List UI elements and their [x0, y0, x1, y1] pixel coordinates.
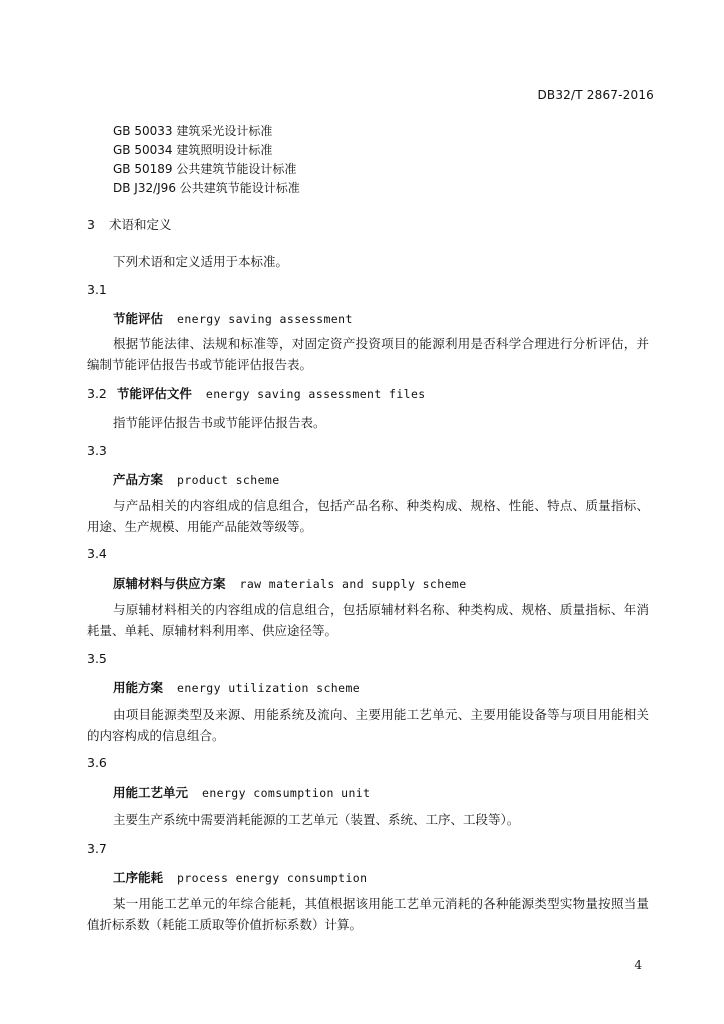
term-english: energy utilization scheme [177, 681, 361, 695]
term-english: process energy consumption [177, 871, 368, 885]
term-chinese: 工序能耗 [113, 870, 164, 885]
term-definition: 指节能评估报告书或节能评估报告表。 [113, 415, 326, 430]
term-definition: 某一用能工艺单元的年综合能耗，其值根据该用能工艺单元消耗的各种能源类型实物量按照当量值折标系数（耗能工质取等价值折标系数）计算。 [87, 896, 649, 932]
section-title: 术语和定义 [108, 217, 172, 232]
term-chinese: 节能评估文件 [116, 386, 192, 401]
term-definition: 与产品相关的内容组成的信息组合，包括产品名称、种类构成、规格、性能、特点、质量指标、用途、生产规模、用能产品能效等级等。 [87, 498, 649, 534]
term-chinese: 用能工艺单元 [113, 785, 189, 800]
term-english: energy saving assessment [177, 312, 353, 326]
term-english: energy saving assessment files [205, 387, 426, 401]
reference-item: DB J32/J96 公共建筑节能设计标准 [113, 181, 300, 195]
term-english: raw materials and supply scheme [239, 577, 467, 591]
term-chinese: 原辅材料与供应方案 [113, 576, 226, 591]
section-number: 3 [87, 217, 95, 232]
reference-item: GB 50189 公共建筑节能设计标准 [113, 162, 297, 176]
term-english: product scheme [177, 473, 280, 487]
term-heading [113, 574, 467, 592]
term-heading [87, 384, 426, 402]
term-heading [113, 470, 280, 488]
page-number: 4 [634, 958, 642, 972]
term-definition: 主要生产系统中需要消耗能源的工艺单元（装置、系统、工序、工段等）。 [113, 812, 520, 827]
term-number: 3.5 [87, 651, 107, 666]
term-chinese: 用能方案 [113, 680, 164, 695]
section-heading [87, 215, 171, 233]
term-definition: 与原辅材料相关的内容组成的信息组合，包括原辅材料名称、种类构成、规格、质量指标、年消耗量、单耗、原辅材料利用率、供应途径等。 [87, 602, 649, 638]
term-english: energy comsumption unit [202, 786, 371, 800]
term-number: 3.7 [87, 841, 107, 856]
term-heading [113, 868, 367, 886]
term-heading [113, 783, 370, 801]
term-definition: 根据节能法律、法规和标准等，对固定资产投资项目的能源利用是否科学合理进行分析评估，并编制节能评估报告书或节能评估报告表。 [87, 336, 649, 372]
term-number: 3.6 [87, 755, 107, 770]
term-number: 3.1 [87, 282, 107, 297]
term-number: 3.3 [87, 443, 107, 458]
term-definition: 由项目能源类型及来源、用能系统及流向、主要用能工艺单元、主要用能设备等与项目用能相关的内容构成的信息组合。 [87, 707, 649, 743]
document-code: DB32/T 2867-2016 [537, 88, 654, 102]
term-number: 3.4 [87, 546, 107, 561]
term-chinese: 产品方案 [113, 472, 164, 487]
section-intro: 下列术语和定义适用于本标准。 [113, 254, 289, 269]
term-heading [113, 309, 353, 327]
reference-item: GB 50034 建筑照明设计标准 [113, 143, 273, 157]
reference-item: GB 50033 建筑采光设计标准 [113, 124, 273, 138]
term-heading [113, 678, 360, 696]
term-number: 3.2 [87, 386, 107, 401]
term-chinese: 节能评估 [113, 311, 164, 326]
